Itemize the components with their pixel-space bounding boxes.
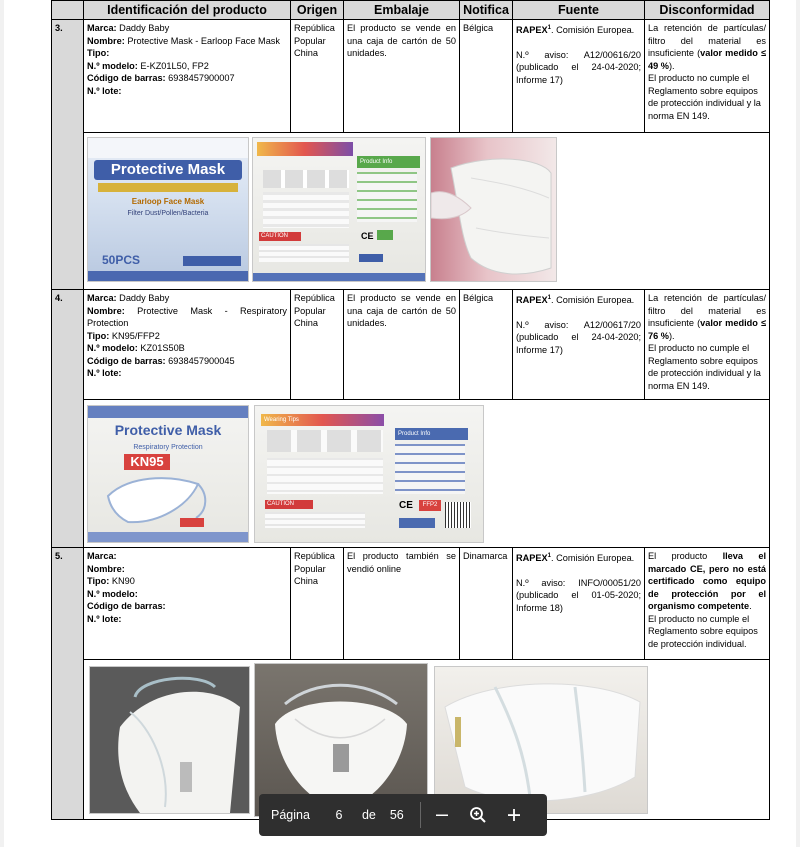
header-origen: Origen xyxy=(291,1,344,20)
embalaje-cell: El producto se vende en una caja de cartón de 50 unidades. xyxy=(344,20,460,133)
header-num-cell xyxy=(52,1,84,20)
product-photo-mask-open xyxy=(434,666,648,814)
embalaje-cell: El producto se vende en una caja de cartón de 50 unidades. xyxy=(344,290,460,400)
table-row xyxy=(52,548,770,660)
total-pages: 56 xyxy=(389,808,404,822)
document-page xyxy=(4,0,796,847)
origen-cell: República Popular China xyxy=(291,20,344,133)
row-number: 3. xyxy=(52,20,84,290)
zoom-fit-button[interactable] xyxy=(463,800,493,830)
mask-illustration xyxy=(431,138,556,281)
mask-illustration xyxy=(435,667,647,813)
embalaje-cell: El producto también se vendió online xyxy=(344,548,460,660)
product-photo-mask xyxy=(430,137,557,282)
notifica-cell: Bélgica xyxy=(460,20,513,133)
product-photo-box-front: Protective Mask Respiratory Protection KN95 xyxy=(87,405,249,543)
notifica-cell: Bélgica xyxy=(460,290,513,400)
fuente-cell: RAPEX$^1$. Comisión Europea. N.º aviso: INFO/00051/20 (publicado el 01-05-2020; Informe 18) xyxy=(513,548,645,660)
origen-cell: República Popular China xyxy=(291,290,344,400)
page-of-label: de xyxy=(361,808,376,822)
row-number: 5. xyxy=(52,548,84,820)
mask-illustration xyxy=(88,406,248,542)
header-fuente: Fuente xyxy=(513,1,645,20)
zoom-out-button[interactable] xyxy=(427,800,457,830)
toolbar-divider xyxy=(420,802,421,828)
pdf-page-toolbar xyxy=(259,794,547,836)
zoom-in-button[interactable] xyxy=(499,800,529,830)
product-photo-box-back: Wearing Tips Product Info CAUTION CE FFP2 xyxy=(254,405,484,543)
product-identification: Marca: Nombre: Tipo: KN90 N.º modelo: Código de barras: N.º lote: xyxy=(84,548,291,660)
disconformidad-cell: La retención de partículas/ filtro del material es insuficiente (valor medido ≤ 49 %). El producto no cumple el Reglamento sobre equipos de protección individual y la norma EN 149. xyxy=(645,20,770,133)
photos-cell xyxy=(84,400,770,548)
mask-illustration xyxy=(90,667,249,813)
product-photo-box-back: Product Info CAUTION CE xyxy=(252,137,426,282)
table-row xyxy=(52,290,770,400)
photos-cell xyxy=(84,133,770,290)
product-photo-mask-side xyxy=(89,666,250,814)
product-table xyxy=(51,0,770,820)
minus-icon xyxy=(434,807,450,823)
current-page-input[interactable]: 6 xyxy=(335,808,343,822)
fuente-cell: RAPEX$^1$. Comisión Europea. N.º aviso: A12/00616/20 (publicado el 24-04-2020; Informe 17) xyxy=(513,20,645,133)
page-label: Página xyxy=(271,808,310,822)
row-number: 4. xyxy=(52,290,84,548)
product-identification: Marca: Daddy Baby Nombre: Protective Mask - Respiratory Protection Tipo: KN95/FFP2 N.º modelo: KZ01S50B Código de barras: 6938457900045 N.º lote: xyxy=(84,290,291,400)
header-notifica: Notifica xyxy=(460,1,513,20)
notifica-cell: Dinamarca xyxy=(460,548,513,660)
image-row xyxy=(52,133,770,290)
header-disconformidad: Disconformidad xyxy=(645,1,770,20)
magnifier-icon xyxy=(469,806,487,824)
header-row xyxy=(52,1,770,20)
image-row xyxy=(52,400,770,548)
table-row xyxy=(52,20,770,133)
plus-icon xyxy=(506,807,522,823)
disconformidad-cell: El producto lleva el marcado CE, pero no está certificado como equipo de protección por el organismo competente. El producto no cumple el Reglamento sobre equipos de protección individual. xyxy=(645,548,770,660)
fuente-cell: RAPEX$^1$. Comisión Europea. N.º aviso: A12/00617/20 (publicado el 24-04-2020; Informe 17) xyxy=(513,290,645,400)
product-identification: Marca: Daddy Baby Nombre: Protective Mask - Earloop Face Mask Tipo: N.º modelo: E-KZ01L50, FP2 Código de barras: 6938457900007 N.º lote: xyxy=(84,20,291,133)
origen-cell: República Popular China xyxy=(291,548,344,660)
header-identificacion: Identificación del producto xyxy=(84,1,291,20)
disconformidad-cell: La retención de partículas/ filtro del material es insuficiente (valor medido ≤ 76 %). El producto no cumple el Reglamento sobre equipos de protección individual y la norma EN 149. xyxy=(645,290,770,400)
header-embalaje: Embalaje xyxy=(344,1,460,20)
product-photo-box-front: Protective Mask Earloop Face Mask Filter Dust/Pollen/Bacteria 50PCS xyxy=(87,137,249,282)
